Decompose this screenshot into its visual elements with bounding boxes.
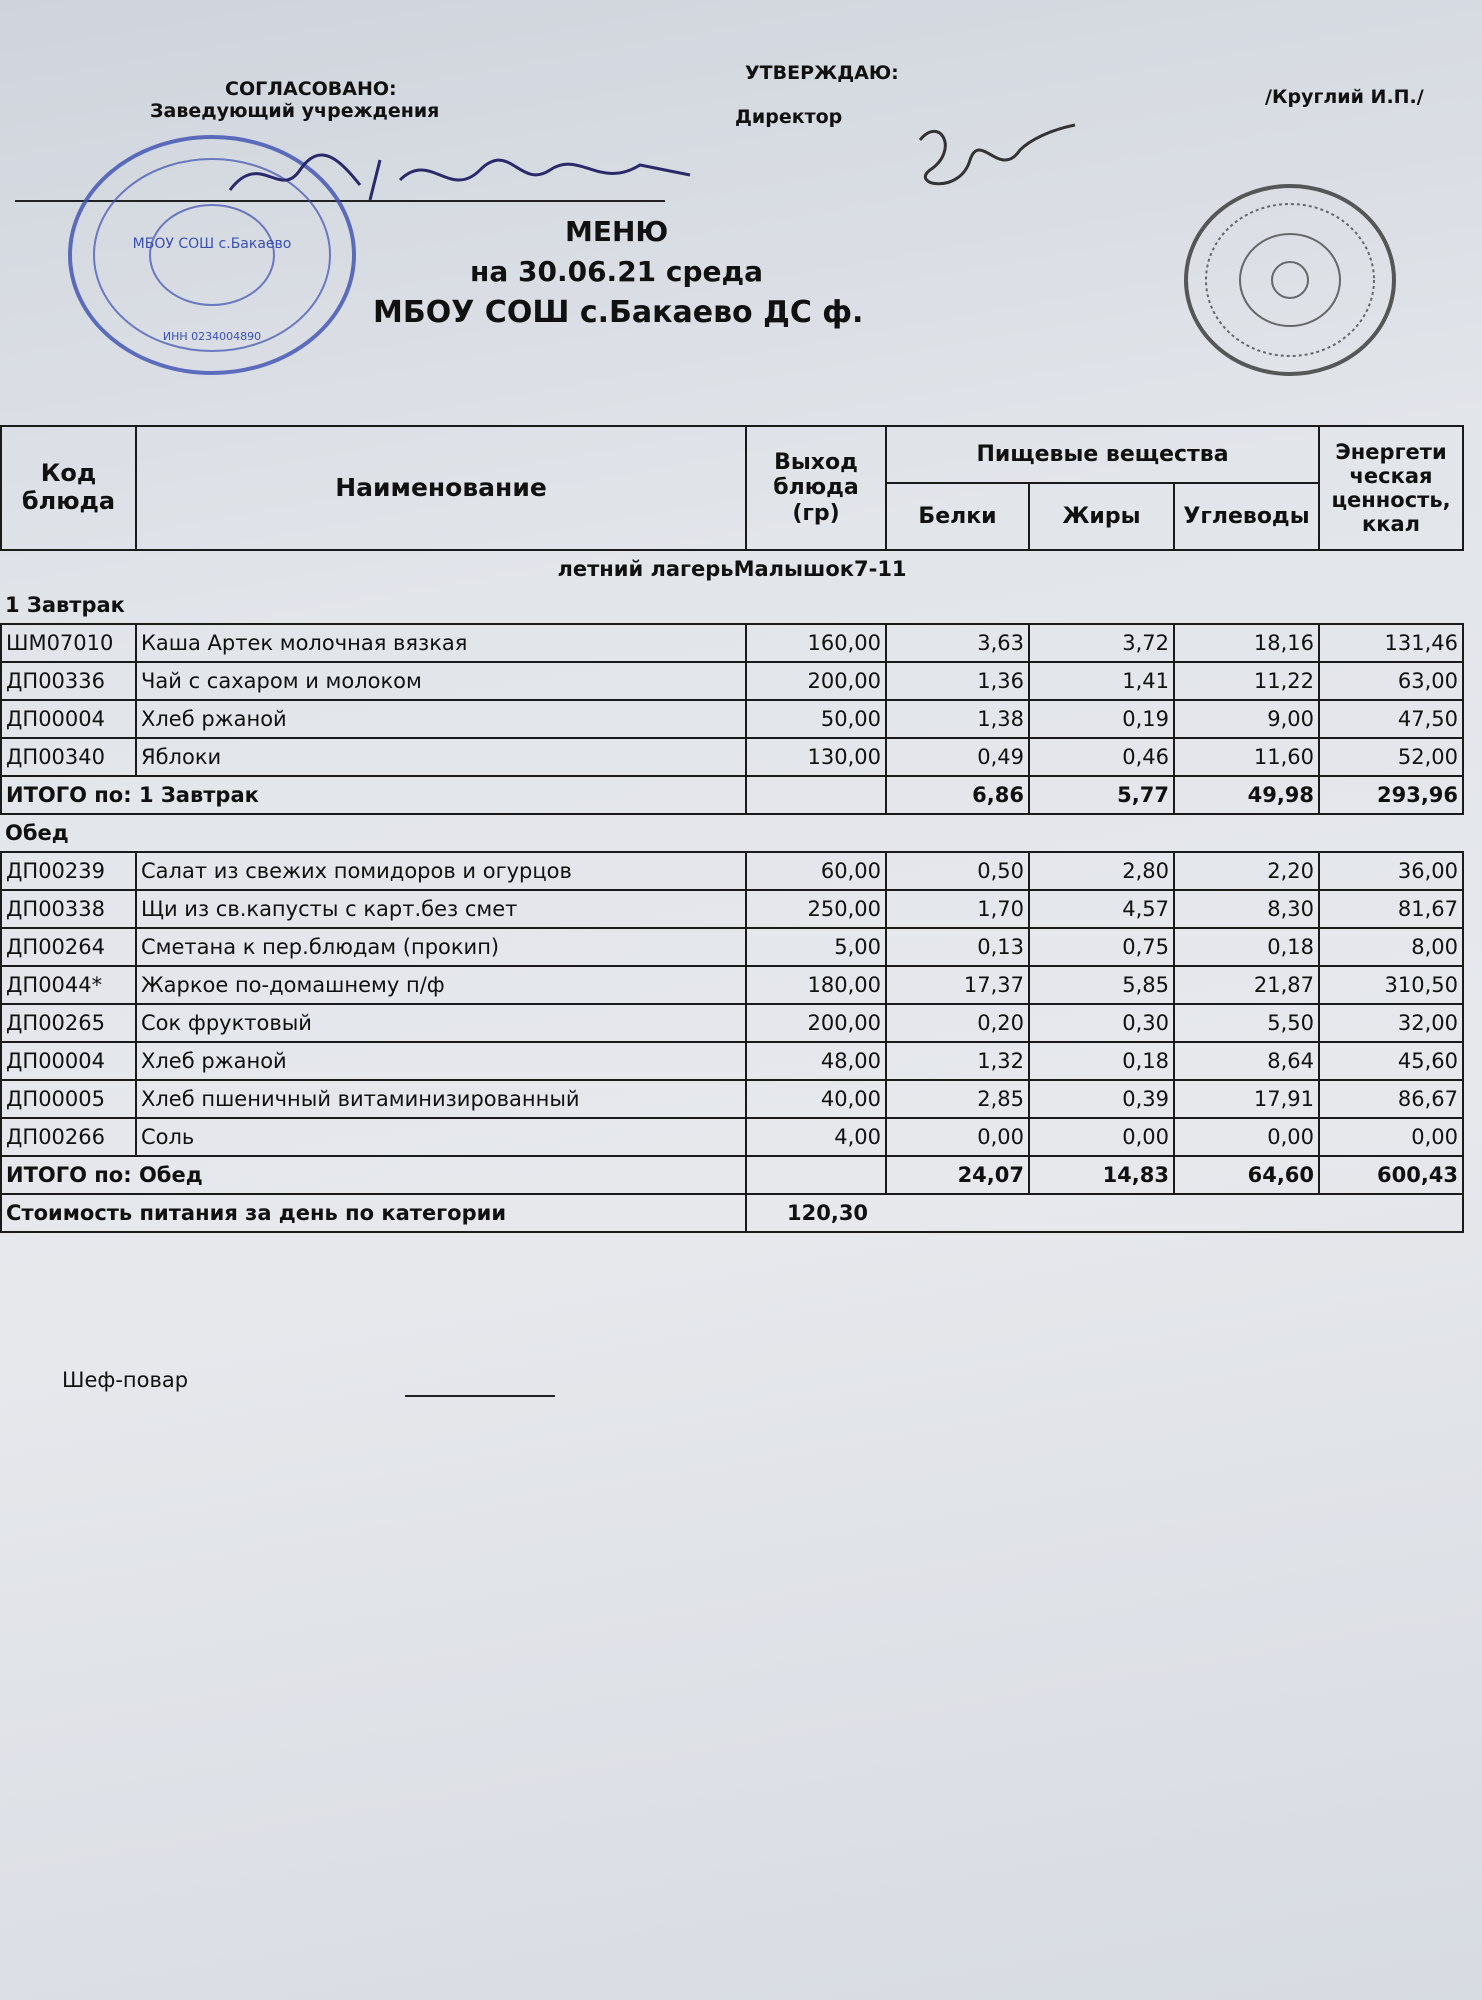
cell-carbs: 2,20 (1174, 852, 1319, 890)
cell-yield: 4,00 (746, 1118, 886, 1156)
table-row (1, 700, 1463, 738)
cell-energy: 47,50 (1319, 700, 1463, 738)
cell-fat: 5,85 (1029, 966, 1174, 1004)
header-energy: Энергети ческая ценность, ккал (1319, 426, 1463, 550)
approve-label: УТВЕРЖДАЮ: (745, 62, 899, 84)
cell-fat: 0,30 (1029, 1004, 1174, 1042)
table-row (1, 928, 1463, 966)
cell-yield: 180,00 (746, 966, 886, 1004)
cell-energy: 0,00 (1319, 1118, 1463, 1156)
cell-code: ДП00264 (1, 928, 136, 966)
header-nutrients: Пищевые вещества (886, 426, 1319, 483)
table-row (1, 624, 1463, 662)
cell-carbs: 9,00 (1174, 700, 1319, 738)
total-label: ИТОГО по: Обед (1, 1156, 746, 1194)
header-code: Код блюда (1, 426, 136, 550)
cell-name: Салат из свежих помидоров и огурцов (136, 852, 746, 890)
cell-code: ДП00004 (1, 1042, 136, 1080)
cell-fat: 0,19 (1029, 700, 1174, 738)
cell-code: ШМ07010 (1, 624, 136, 662)
stamp-inn: ИНН 0234004890 (162, 330, 262, 343)
total-label: ИТОГО по: 1 Завтрак (1, 776, 746, 814)
official-seal-icon (1180, 180, 1400, 380)
cell-protein: 0,50 (886, 852, 1029, 890)
cell-yield: 160,00 (746, 624, 886, 662)
approve-position: Директор (735, 106, 843, 128)
cell-name: Каша Артек молочная вязкая (136, 624, 746, 662)
cell-code: ДП00265 (1, 1004, 136, 1042)
header-carbs: Углеводы (1174, 483, 1319, 550)
signature-director-icon (900, 110, 1080, 210)
cell-yield: 250,00 (746, 890, 886, 928)
section-title-lunch: Обед (5, 821, 69, 845)
agreed-position: Заведующий учреждения (150, 100, 440, 122)
table-row (1, 662, 1463, 700)
signature-agreed-icon (220, 140, 700, 220)
total-yield-empty (746, 776, 886, 814)
cell-name: Сметана к пер.блюдам (прокип) (136, 928, 746, 966)
total-yield-empty (746, 1156, 886, 1194)
cell-name: Жаркое по-домашнему п/ф (136, 966, 746, 1004)
cell-protein: 1,36 (886, 662, 1029, 700)
cell-carbs: 8,64 (1174, 1042, 1319, 1080)
total-protein: 24,07 (886, 1156, 1029, 1194)
cell-name: Хлеб пшеничный витаминизированный (136, 1080, 746, 1118)
cost-row (1, 1194, 1463, 1232)
table-row (1, 1004, 1463, 1042)
cell-yield: 200,00 (746, 662, 886, 700)
cell-energy: 45,60 (1319, 1042, 1463, 1080)
total-protein: 6,86 (886, 776, 1029, 814)
cell-carbs: 11,60 (1174, 738, 1319, 776)
cell-fat: 0,00 (1029, 1118, 1174, 1156)
cell-name: Щи из св.капусты с карт.без смет (136, 890, 746, 928)
cell-fat: 4,57 (1029, 890, 1174, 928)
cell-name: Хлеб ржаной (136, 700, 746, 738)
cell-carbs: 18,16 (1174, 624, 1319, 662)
total-fat: 14,83 (1029, 1156, 1174, 1194)
cell-code: ДП00266 (1, 1118, 136, 1156)
cell-energy: 86,67 (1319, 1080, 1463, 1118)
total-energy: 293,96 (1319, 776, 1463, 814)
cell-carbs: 21,87 (1174, 966, 1319, 1004)
section-title-breakfast: 1 Завтрак (5, 593, 125, 617)
table-row (1, 890, 1463, 928)
cell-name: Чай с сахаром и молоком (136, 662, 746, 700)
cell-protein: 0,00 (886, 1118, 1029, 1156)
cost-value: 120,30 (746, 1194, 1463, 1232)
cell-code: ДП00239 (1, 852, 136, 890)
cell-fat: 0,75 (1029, 928, 1174, 966)
page-title: МЕНЮ (565, 215, 669, 248)
cell-code: ДП00338 (1, 890, 136, 928)
cell-protein: 3,63 (886, 624, 1029, 662)
cell-yield: 5,00 (746, 928, 886, 966)
cell-code: ДП00005 (1, 1080, 136, 1118)
total-row-breakfast (1, 776, 1463, 814)
cost-label: Стоимость питания за день по категории (1, 1194, 746, 1232)
table-row (1, 966, 1463, 1004)
total-carbs: 49,98 (1174, 776, 1319, 814)
camp-title: летний лагерьМалышок7-11 (557, 557, 907, 581)
director-name: /Круглий И.П./ (1265, 86, 1424, 108)
cell-yield: 50,00 (746, 700, 886, 738)
table-row (1, 1042, 1463, 1080)
total-energy: 600,43 (1319, 1156, 1463, 1194)
cell-carbs: 17,91 (1174, 1080, 1319, 1118)
cell-fat: 0,18 (1029, 1042, 1174, 1080)
header-protein: Белки (886, 483, 1029, 550)
table-row (1, 1080, 1463, 1118)
chef-signature-line (405, 1395, 555, 1397)
agreed-label: СОГЛАСОВАНО: (225, 78, 397, 100)
cell-energy: 310,50 (1319, 966, 1463, 1004)
cell-yield: 40,00 (746, 1080, 886, 1118)
stamp-school-name: МБОУ СОШ с.Бакаево (132, 236, 292, 252)
cell-carbs: 5,50 (1174, 1004, 1319, 1042)
cell-carbs: 11,22 (1174, 662, 1319, 700)
cell-yield: 200,00 (746, 1004, 886, 1042)
cell-fat: 2,80 (1029, 852, 1174, 890)
cell-name: Яблоки (136, 738, 746, 776)
cell-yield: 60,00 (746, 852, 886, 890)
cell-fat: 3,72 (1029, 624, 1174, 662)
total-row-lunch (1, 1156, 1463, 1194)
table-row (1, 852, 1463, 890)
cell-name: Соль (136, 1118, 746, 1156)
cell-name: Хлеб ржаной (136, 1042, 746, 1080)
cell-carbs: 8,30 (1174, 890, 1319, 928)
menu-table (0, 425, 1464, 1233)
cell-energy: 36,00 (1319, 852, 1463, 890)
cell-energy: 52,00 (1319, 738, 1463, 776)
cell-code: ДП00340 (1, 738, 136, 776)
cell-carbs: 0,00 (1174, 1118, 1319, 1156)
table-row (1, 738, 1463, 776)
cell-protein: 17,37 (886, 966, 1029, 1004)
cell-name: Сок фруктовый (136, 1004, 746, 1042)
cell-energy: 32,00 (1319, 1004, 1463, 1042)
total-fat: 5,77 (1029, 776, 1174, 814)
cell-yield: 48,00 (746, 1042, 886, 1080)
cell-protein: 1,32 (886, 1042, 1029, 1080)
cell-fat: 0,39 (1029, 1080, 1174, 1118)
header-yield: Выход блюда (гр) (746, 426, 886, 550)
cell-energy: 63,00 (1319, 662, 1463, 700)
cell-code: ДП00004 (1, 700, 136, 738)
total-carbs: 64,60 (1174, 1156, 1319, 1194)
cell-code: ДП00336 (1, 662, 136, 700)
cell-yield: 130,00 (746, 738, 886, 776)
cell-protein: 1,38 (886, 700, 1029, 738)
institution-name: МБОУ СОШ с.Бакаево ДС ф. (373, 295, 864, 330)
cell-fat: 1,41 (1029, 662, 1174, 700)
cell-energy: 131,46 (1319, 624, 1463, 662)
cell-energy: 81,67 (1319, 890, 1463, 928)
chef-label: Шеф-повар (62, 1368, 189, 1392)
cell-energy: 8,00 (1319, 928, 1463, 966)
cell-protein: 0,49 (886, 738, 1029, 776)
cell-protein: 1,70 (886, 890, 1029, 928)
table-row (1, 1118, 1463, 1156)
header-fat: Жиры (1029, 483, 1174, 550)
cell-protein: 0,13 (886, 928, 1029, 966)
cell-fat: 0,46 (1029, 738, 1174, 776)
cell-protein: 2,85 (886, 1080, 1029, 1118)
header-name: Наименование (136, 426, 746, 550)
cell-carbs: 0,18 (1174, 928, 1319, 966)
cell-protein: 0,20 (886, 1004, 1029, 1042)
menu-date: на 30.06.21 среда (470, 255, 764, 288)
cell-code: ДП0044* (1, 966, 136, 1004)
